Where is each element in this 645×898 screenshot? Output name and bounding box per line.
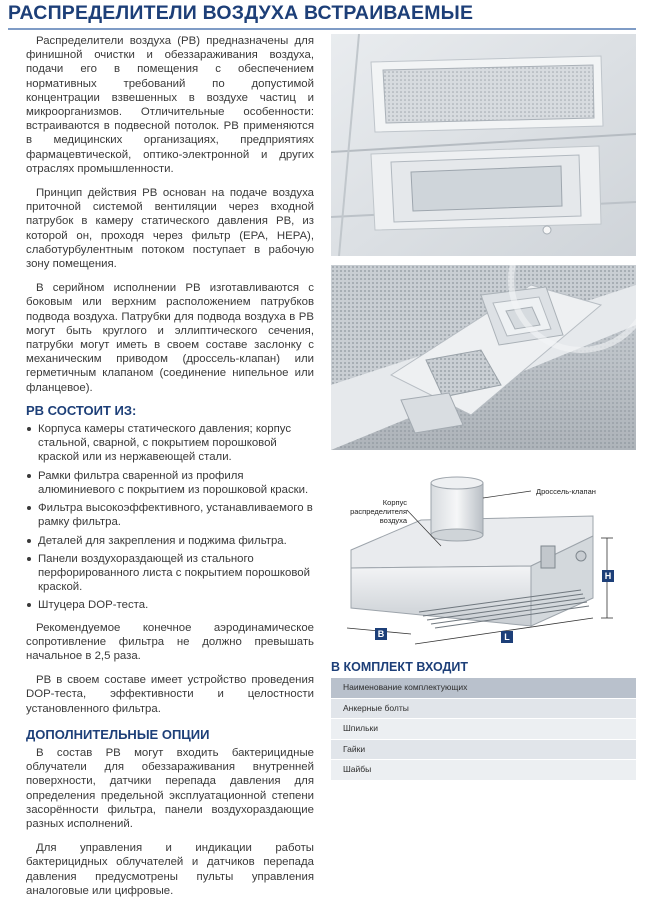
table-row: Шпильки (331, 719, 636, 740)
kit-heading: В КОМПЛЕКТ ВХОДИТ (331, 660, 469, 674)
left-column (26, 34, 314, 898)
filter-resistance-note: Рекомендуемое конечное аэродинамическое сопротивление фильтра не должно превышать начальное в 2,5 раза. (26, 621, 314, 662)
air-distributor-diagram (331, 458, 636, 658)
list-item: Панели воздухораздающей из стального перфорированного листа с покрытием порошковой краской. (26, 552, 314, 595)
list-item: Деталей для закрепления и поджима фильтра. (26, 534, 314, 548)
table-row: Гайки (331, 740, 636, 761)
ceiling-diffuser-photo (331, 34, 636, 256)
dimension-l-badge: L (501, 631, 513, 643)
options-heading: ДОПОЛНИТЕЛЬНЫЕ ОПЦИИ (26, 726, 210, 742)
list-item: Корпуса камеры статического давления; корпус стальной, сварной, с покрытием порошковой краской или из нержавеющей стали. (26, 422, 314, 465)
intro-paragraph-3: В серийном исполнении РВ изготавливаются с боковым или верхним расположением патрубков подвода воздуха. Патрубки для подвода воздуха в РВ могут быть круглого и эллиптического сечения, патрубки могут иметь в своем составе заслонку с механическим приводом (дроссель-клапан) или герметичным клапаном (соединение нипельное или фланцевое). (26, 282, 314, 394)
table-row: Шайбы (331, 760, 636, 781)
options-paragraph-1: В состав РВ могут входить бактерицидные облучатели для обеззараживания внутренней поверхности, датчики перепада давления для определения предельной эксплуатационной степени засорённости фильтра, панели воздухораздающие разных исполнений. (26, 746, 314, 830)
dop-test-note: РВ в своем составе имеет устройство проведения DOP-теста, эффективности и целостности установленного фильтра. (26, 674, 314, 715)
page-title: РАСПРЕДЕЛИТЕЛИ ВОЗДУХА ВСТРАИВАЕМЫЕ (8, 2, 474, 24)
intro-paragraph-1: Распределители воздуха (РВ) предназначены для финишной очистки и обеззараживания воздуха, подачи его в помещения с обеспечением нормативных требований по допустимой концентрации взвешенных в воздухе частиц и микроорганизмов. Отличительные особенности: встраиваются в подвесной потолок. РВ применяются в медицинских организациях, предприятиях фармацевтической, оптико-электронной и других отраслях промышленности. (26, 35, 314, 175)
dimension-b-badge: B (375, 628, 387, 640)
kit-table (331, 678, 636, 781)
list-item: Штуцера DOP-теста. (26, 598, 314, 612)
composition-list (26, 422, 314, 612)
kit-table-header: Наименование комплектующих (331, 678, 636, 699)
options-paragraph-2: Для управления и индикации работы бактерицидных облучателей и датчиков перепада давления предусмотрены пульты управления аналоговые или цифровые. (26, 842, 314, 897)
corridor-ceiling-photo (331, 265, 636, 450)
title-divider (8, 28, 636, 30)
list-item: Рамки фильтра сваренной из профиля алюминиевого с покрытием из порошковой краски. (26, 469, 314, 497)
composition-heading: РВ СОСТОИТ ИЗ: (26, 402, 137, 418)
list-item: Фильтра высокоэффективного, устанавливаемого в рамку фильтра. (26, 501, 314, 529)
table-row: Анкерные болты (331, 699, 636, 720)
dimension-h-badge: H (602, 570, 614, 582)
damper-label: Дроссель-клапан (536, 487, 596, 496)
housing-label: Корпус распределителя воздуха (350, 498, 407, 525)
intro-paragraph-2: Принцип действия РВ основан на подаче воздуха приточной системой вентиляции через входной патрубок в камеру статического давления РВ, из которой он, проходя через фильтр (EPA, HEPA), слаботурбулентным потоком поступает в рабочую зону помещения. (26, 187, 314, 271)
